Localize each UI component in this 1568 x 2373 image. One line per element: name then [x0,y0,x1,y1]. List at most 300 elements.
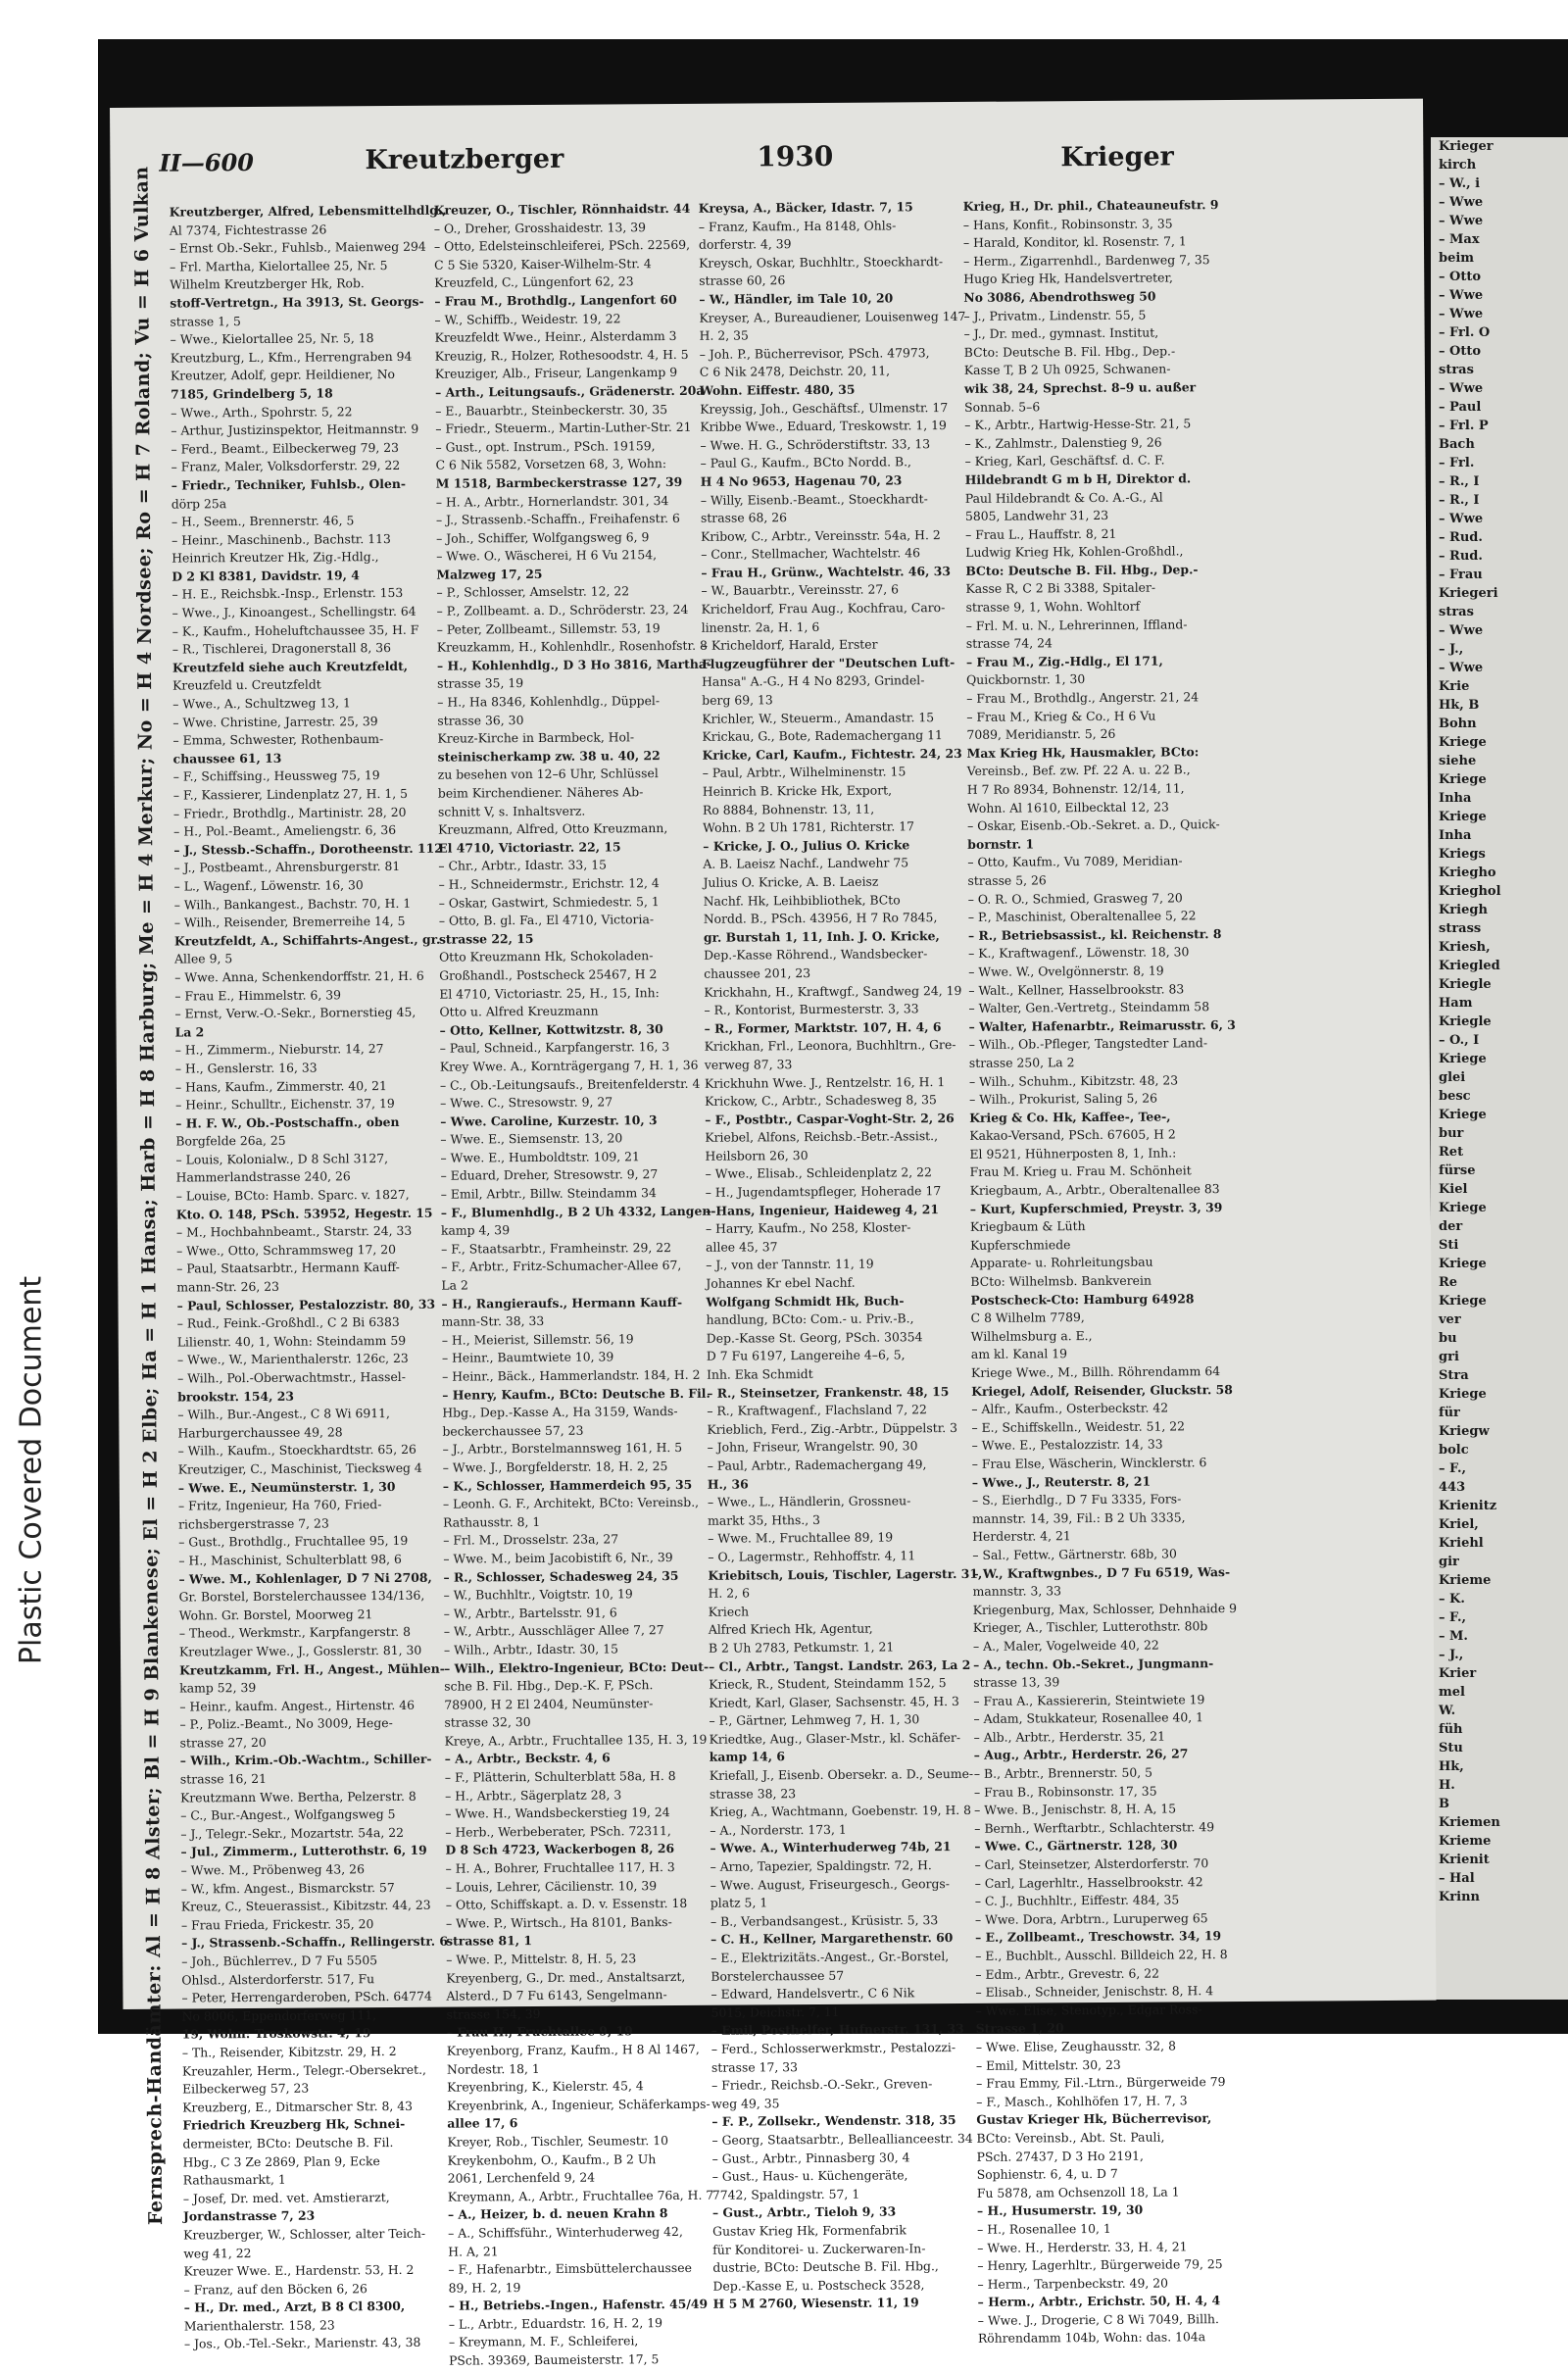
directory-entry-line: – Franz, Maler, Volksdorferstr. 29, 22 [171,458,401,474]
next-page-fragment: bur [1439,1126,1464,1141]
directory-entry-line: – Cl., Arbtr., Tangst. Landstr. 263, La 2 [709,1656,971,1674]
directory-entry-line: Marienthalerstr. 158, 23 [183,2317,335,2334]
directory-entry-line: Kto. O. 148, PSch. 53952, Hegestr. 15 [175,1205,433,1222]
directory-entry-line: – Wwe., Elisab., Schleidenplatz 2, 22 [705,1164,932,1182]
next-page-fragment: Kriegle [1439,977,1492,992]
directory-entry-line: Kreysa, A., Bäcker, Idastr. 7, 15 [698,199,913,216]
directory-entry-line: – H., Schneidermstr., Erichstr. 12, 4 [438,875,660,892]
directory-entry-line: – P., Poliz.-Beamt., No 3009, Hege- [179,1715,393,1732]
directory-entry-line: – Willy, Eisenb.-Beamt., Stoeckhardt- [700,490,928,508]
next-page-fragment: bolc [1439,1443,1469,1458]
directory-entry-line: – W., Buchhltr., Voigtstr. 10, 19 [443,1586,633,1603]
directory-entry-line: – Otto, Kaufm., Vu 7089, Meridian- [967,853,1183,870]
directory-entry-line: – Frl. M., Drosselstr. 23a, 27 [443,1531,619,1549]
directory-entry-line: Kreutzlager Wwe., J., Gosslerstr. 81, 30 [178,1642,422,1659]
page-header [159,136,1315,185]
directory-entry-line: – Emil, Mittelstr. 30, 23 [975,2056,1121,2073]
directory-entry-line: BCto: Deutsche B. Fil. Hbg., Dep.- [963,343,1176,360]
directory-entry-line: – W., Händler, im Tale 10, 20 [699,290,894,307]
next-page-edge [1431,137,1568,2000]
next-page-fragment: Kriege [1439,1257,1487,1271]
directory-entry-line: – W., Kraftwgnbes., D 7 Fu 6519, Was- [972,1563,1231,1581]
directory-entry-line: – Arno, Tapezier, Spaldingstr. 72, H. [710,1857,932,1874]
directory-entry-line: Paul Hildebrandt & Co. A.-G., Al [964,489,1163,506]
directory-entry-line: – Ferd., Schlosserwerkmstr., Pestalozzi- [710,2039,956,2056]
directory-entry-line: 5015, Deichstr. 7, 11 [710,2003,840,2020]
next-page-fragment: – Rud. [1439,549,1483,564]
directory-entry-line: – Wwe. J., Borgfelderstr. 18, H. 2, 25 [442,1458,668,1475]
directory-entry-line: – P., Zollbeamt. a. D., Schröderstr. 23, 24 [436,601,689,618]
next-page-fragment: Bach [1439,437,1475,452]
directory-entry-line: Heinrich Kreutzer Hk, Zig.-Hdlg., [172,549,379,566]
next-page-fragment: gir [1439,1555,1459,1569]
directory-entry-line: Rathausmarkt, 1 [182,2171,286,2188]
directory-entry-line: La 2 [441,1277,468,1293]
directory-entry-line: – Wwe. Elise, Stenotyp., Edgar Ross- [975,2002,1202,2018]
directory-entry-line: Kreutzkamm, Frl. H., Angest., Mühlen- [179,1660,445,1678]
directory-entry-line: – Frau M., Brothdlg., Langenfort 60 [434,291,677,309]
next-page-fragment: glei [1439,1070,1466,1085]
directory-entry-line: – C., Ob.-Leitungsaufs., Breitenfelderstr. 4 [439,1075,701,1093]
next-page-fragment: Stu [1439,1741,1463,1755]
next-page-fragment: Kriesh, [1439,940,1491,955]
directory-entry-line: – H. F. W., Ob.-Postschaffn., oben [175,1113,400,1131]
directory-entry-line: Kreuz, C., Steuerassist., Kibitzstr. 44, 23 [180,1897,431,1914]
directory-entry-line: – Wilh., Schuhm., Kibitzstr. 48, 23 [968,1071,1179,1089]
directory-entry-line: – R., Kraftwagenf., Flachsland 7, 22 [707,1402,927,1418]
directory-entry-line: Wohn. B 2 Uh 1781, Richterstr. 17 [703,818,915,835]
directory-entry-line: Krieck, R., Student, Steindamm 152, 5 [709,1675,947,1692]
directory-entry-line: – J., Dr. med., gymnast. Institut, [963,324,1159,342]
directory-entry-line: Kreymann, A., Arbtr., Fruchtallee 76a, H. 7 [447,2187,714,2204]
directory-entry-line: Krickhahn, H., Kraftwgf., Sandweg 24, 19 [704,982,962,1000]
directory-entry-line: D 8 Sch 4723, Wackerbogen 8, 26 [445,1841,675,1858]
directory-entry-line: H. 2, 35 [699,327,749,343]
next-page-fragment: Kriemen [1439,1815,1500,1830]
directory-entry-line: strasse 38, 23 [709,1785,797,1802]
directory-entry-line: Kreuzer Wwe. E., Hardenstr. 53, H. 2 [183,2261,415,2279]
directory-entry-line: – Wwe. P., Mittelstr. 8, H. 5, 23 [446,1951,637,1967]
directory-entry-line: – Wwe., Otto, Schrammsweg 17, 20 [176,1241,397,1259]
directory-entry-line: – Peter, Zollbeamt., Sillemstr. 53, 19 [436,619,661,637]
directory-entry-line: – Wilh., Arbtr., Idastr. 30, 15 [443,1641,618,1657]
next-page-fragment: – Frau [1439,568,1483,582]
directory-entry-line: – F., Hafenarbtr., Eimsbüttelerchaussee [448,2260,692,2277]
directory-entry-line: kamp 52, 39 [179,1680,257,1696]
directory-entry-line: – Oskar, Gastwirt, Schmiedestr. 5, 1 [438,893,660,911]
next-page-fragment: H. [1439,1778,1455,1793]
directory-entry-line: – H., Rosenallee 10, 1 [977,2220,1111,2237]
directory-entry-line: Dep.-Kasse St. Georg, PSch. 30354 [706,1329,923,1346]
directory-entry-line: Krickhan, Frl., Leonora, Buchhltrn., Gre- [704,1037,956,1055]
directory-entry-line: H., 36 [707,1476,749,1492]
directory-entry-line: stoff-Vertretgn., Ha 3913, St. Georgs- [170,293,424,311]
directory-entry-line: Al 7374, Fichtestrasse 26 [169,222,327,238]
directory-entry-line: D 2 Kl 8381, Davidstr. 19, 4 [172,568,360,584]
directory-entry-line: – Rud., Feink.-Großhdl., C 2 Bi 6383 [176,1314,400,1331]
directory-entry-line: – Josef, Dr. med. vet. Amstierarzt, [182,2189,390,2206]
directory-entry-line: – Walter, Gen.-Vertretg., Steindamm 58 [968,999,1210,1016]
directory-entry-line: Alfred Kriech Hk, Agentur, [708,1620,873,1638]
directory-entry-line: C 6 Nik 5582, Vorsetzen 68, 3, Wohn: [435,456,667,472]
next-page-fragment: Kriege [1439,1294,1487,1309]
directory-entry-line: – H., Arbtr., Sägerplatz 28, 3 [444,1787,622,1804]
next-page-fragment: stras [1439,363,1474,377]
directory-entry-line: – H. E., Reichsbk.-Insp., Erlenstr. 153 [172,585,404,603]
directory-entry-line: – Gust., opt. Instrum., PSch. 19159, [435,437,656,455]
directory-entry-line: – F., Kassierer, Lindenplatz 27, H. 1, 5 [172,785,409,803]
directory-entry-line: dörp 25a [171,495,227,512]
directory-entry-line: C 6 Nik 2478, Deichstr. 20, 11, [699,363,891,380]
directory-entry-line: – Frau Frieda, Frickestr. 35, 20 [180,1915,374,1933]
directory-entry-line: – Franz, auf den Böcken 6, 26 [183,2280,368,2298]
directory-entry-line: – Wwe. W., Ovelgönnerstr. 8, 19 [968,963,1164,979]
directory-entry-line: – C. H., Kellner, Margarethenstr. 60 [710,1930,954,1948]
directory-entry-line: Wohn. Gr. Borstel, Moorweg 21 [178,1606,373,1623]
directory-entry-line: – Kricke, J. O., Julius O. Kricke [703,837,910,854]
directory-entry-line: Kreyenborg, Franz, Kaufm., H 8 Al 1467, [446,2041,700,2058]
next-page-fragment: – Hal [1439,1871,1475,1886]
directory-entry-line: – A., Norderstr. 173, 1 [710,1821,847,1838]
directory-entry-line: – O. R. O., Schmied, Grasweg 7, 20 [967,889,1183,907]
directory-entry-line: – Frau E., Himmelstr. 6, 39 [174,986,342,1004]
directory-entry-line: – Leonh. G. F., Architekt, BCto: Vereinsb., [442,1494,700,1511]
directory-entry-line: – Paul, Staatsarbtr., Hermann Kauff- [176,1260,400,1276]
next-page-fragment: – O., I [1439,1033,1480,1048]
directory-entry-line: – A., Maler, Vogelweide 40, 22 [972,1637,1159,1654]
directory-entry-line: Wolfgang Schmidt Hk, Buch- [706,1292,905,1310]
directory-entry-line: – H., Zimmerm., Nieburstr. 14, 27 [174,1041,384,1058]
directory-entry-line: – W., kfm. Angest., Bismarckstr. 57 [180,1879,395,1897]
directory-entry-line: Kriege Wwe., M., Billh. Röhrendamm 64 [970,1363,1221,1380]
directory-entry-line: Kreuzberger, W., Schlosser, alter Teich- [183,2225,426,2243]
directory-entry-line: D 7 Fu 6197, Langereihe 4–6, 5, [706,1347,906,1364]
directory-entry-line: Kreuz-Kirche in Barmbeck, Hol- [437,729,635,746]
directory-entry-line: – Chr., Arbtr., Idastr. 33, 15 [438,857,607,874]
next-page-fragment: kirch [1439,158,1477,173]
directory-entry-line: Harburgerchaussee 49, 28 [177,1424,343,1441]
directory-entry-line: – H. A., Bohrer, Fruchtallee 117, H. 3 [445,1859,675,1876]
directory-entry-line: – Paul G., Kaufm., BCto Nordd. B., [700,454,911,471]
next-page-fragment: – K. [1439,1592,1465,1607]
directory-entry-line: Hbg., C 3 Ze 2869, Plan 9, Ecke [182,2152,380,2170]
directory-entry-line: Kriegenburg, Max, Schlosser, Dehnhaide 9 [972,1600,1238,1617]
next-page-fragment: W. [1439,1704,1456,1718]
directory-entry-line: – B., Arbtr., Brennerstr. 50, 5 [973,1764,1153,1781]
directory-entry-line: – Frau H., Fruchtallee 9, 19 [446,2023,633,2041]
directory-entry-line: – J., Postbeamt., Ahrensburgerstr. 81 [173,859,401,875]
directory-entry-line: – W., Bauarbtr., Vereinsstr. 27, 6 [701,581,900,599]
directory-entry-line: – J., Arbtr., Borstelmannsweg 161, H. 5 [442,1440,683,1458]
directory-entry-line: – Wwe. M., Pröbenweg 43, 26 [180,1861,365,1878]
directory-entry-line: verweg 87, 33 [704,1057,793,1072]
directory-entry-line: Krieg, H., Dr. phil., Chateauneufstr. 9 [962,197,1219,214]
directory-entry-line: Krieg & Co. Hk, Kaffee-, Tee-, [969,1109,1171,1125]
directory-entry-line: Postscheck-Cto: Hamburg 64928 [970,1290,1195,1308]
directory-entry-line: – Carl, Lagerhltr., Hasselbrookstr. 42 [974,1873,1203,1891]
directory-entry-line: PSch. 39369, Baumeisterstr. 17, 5 [449,2351,660,2368]
directory-entry-line: platz 5, 1 [710,1895,768,1910]
directory-entry-line: – J., Stessb.-Schaffn., Dorotheenstr. 112 [173,840,443,858]
directory-entry-line: Kreyenbrink, A., Ingenieur, Schäferkamps- [447,2096,710,2113]
directory-entry-line: Nordd. B., PSch. 43956, H 7 Ro 7845, [703,910,938,926]
directory-entry-line: Jordanstrasse 7, 23 [182,2207,316,2224]
directory-entry-line: – Otto, Schiffskapt. a. D. v. Essenstr. 18 [445,1896,688,1912]
directory-entry-line: Kriedtke, Aug., Glaser-Mstr., kl. Schäfer- [709,1729,961,1747]
directory-entry-line: El 9521, Hühnerposten 8, 1, Inh.: [969,1145,1177,1162]
next-page-fragment: – R., I [1439,493,1480,508]
directory-entry-line: – Paul, Schneid., Karpfangerstr. 16, 3 [439,1039,670,1056]
next-page-fragment: Kriege [1439,772,1487,787]
directory-entry-line: Eilbeckerweg 57, 23 [182,2080,310,2097]
next-page-fragment: Kriegs [1439,847,1486,862]
directory-entry-line: – K., Kaufm., Hoheluftchaussee 35, H. F [172,621,419,639]
directory-entry-line: Friedrich Kreuzberg Hk, Schnei- [182,2116,406,2133]
next-page-fragment: – R., I [1439,474,1480,489]
directory-entry-line: Kribow, C., Arbtr., Vereinsstr. 54a, H. 2 [701,526,941,544]
directory-entry-line: sche B. Fil. Hbg., Dep.-K. F, PSch. [444,1677,654,1694]
directory-entry-line: Hbg., Dep.-Kasse A., Ha 3159, Wands- [442,1404,678,1420]
directory-entry-line: Nachf. Hk, Leihbibliothek, BCto [703,891,901,909]
directory-entry-line: – E., Elektrizitäts.-Angest., Gr.-Borstel, [710,1949,950,1965]
directory-entry-line: richsbergerstrasse 7, 23 [178,1515,329,1532]
directory-entry-line: – Henry, Lagerhltr., Bürgerweide 79, 25 [977,2256,1223,2273]
directory-entry-line: Kreuzfeldt Wwe., Heinr., Alsterdamm 3 [434,328,677,345]
directory-entry-line: – K., Arbtr., Hartwig-Hesse-Str. 21, 5 [964,416,1192,433]
directory-entry-line: – B., Verbandsangest., Krüsistr. 5, 33 [710,1911,939,1929]
directory-entry-line: strasse 81, 1 [446,1933,533,1950]
directory-entry-line: Inh. Eka Schmidt [706,1366,813,1382]
directory-entry-line: – Emma, Schwester, Rothenbaum- [172,731,384,748]
next-page-fragment: siehe [1439,754,1477,768]
directory-entry-line: dorferstr. 4, 39 [698,236,792,252]
directory-entry-line: – L., Wagenf., Löwenstr. 16, 30 [173,877,364,894]
directory-entry-line: – Th., Reisender, Kibitzstr. 29, H. 2 [181,2043,397,2060]
directory-entry-line: El 4710, Victoriastr. 22, 15 [438,839,621,856]
directory-entry-line: – Wwe. M., Kohlenlager, D 7 Ni 2708, [178,1569,432,1587]
directory-entry-line: strasse 60, 26 [699,272,786,289]
next-page-fragment: 443 [1439,1480,1466,1495]
directory-entry-line: – Louis, Kolonialw., D 8 Schl 3127, [175,1150,389,1167]
directory-entry-line: – R., Kontorist, Burmesterstr. 3, 33 [704,1001,919,1017]
directory-entry-line: Kreutzer, Adolf, gepr. Heildiener, No [170,367,396,383]
directory-entry-line: – Kurt, Kupferschmied, Preystr. 3, 39 [969,1199,1223,1216]
directory-entry-line: H 4 No 9653, Hagenau 70, 23 [700,472,903,489]
directory-entry-line: kamp 4, 39 [440,1222,511,1238]
directory-entry-line: – F., Postbtr., Caspar-Voght-Str. 2, 26 [705,1110,955,1127]
directory-entry-line: – Jul., Zimmerm., Lutterothstr. 6, 19 [180,1843,427,1859]
directory-entry-line: – Louis, Lehrer, Cäcilienstr. 10, 39 [445,1877,658,1895]
directory-entry-line: – Peter, Herrengarderoben, PSch. 64774 [181,1988,432,2005]
directory-entry-line: – Frau M., Krieg & Co., H 6 Vu [966,708,1156,724]
next-page-fragment: Kriegled [1439,959,1500,973]
directory-entry-line: – R., Former, Marktstr. 107, H. 4, 6 [704,1018,942,1036]
directory-entry-line: – Heinr., Bäck., Hammerlandstr. 184, H. 2 [441,1366,701,1384]
next-page-lines [1431,137,1568,1906]
next-page-fragment: für [1439,1406,1460,1420]
next-page-fragment: – Wwe [1439,195,1484,210]
next-page-fragment: – Wwe [1439,661,1484,675]
directory-entry-line: 7742, Spaldingstr. 57, 1 [711,2186,860,2202]
telephone-exchange-legend-text: Fernsprech-Handämter: Al = H 8 Alster; Bl = H 9 Blankenese; El = H 2 Elbe; Ha = H 1 Hansa; Harb = H 8 Harburg; Me = H 4 Merkur; No = H 4 Nordsee; Ro = H 7 Roland; Vu = H 6 Vulkan [130,166,168,2226]
column-4 [962,196,1238,2347]
next-page-fragment: gri [1439,1350,1459,1364]
directory-entry-line: – Edward, Handelsvertr., C 6 Nik [710,1985,915,2002]
directory-entry-line: H. A, 21 [448,2243,499,2259]
directory-entry-line: handlung, BCto: Com.- u. Priv.-B., [706,1310,914,1327]
next-page-fragment: Krie [1439,679,1470,694]
next-page-fragment: Kriegho [1439,865,1496,880]
directory-entry-line: – S., Eierhdlg., D 7 Fu 3335, Fors- [971,1491,1182,1508]
next-page-fragment: Kriege [1439,1108,1487,1122]
directory-entry-line: strasse 5, 26 [967,872,1047,888]
directory-entry-line: brookstr. 154, 23 [177,1388,294,1405]
directory-entry-line: B 2 Uh 2783, Petkumstr. 1, 21 [708,1639,895,1656]
directory-entry-line: 2061, Lerchenfeld 9, 24 [447,2169,596,2186]
next-page-fragment: – Otto [1439,270,1482,284]
directory-entry-line: Kriefall, J., Eisenb. Obersekr. a. D., Seume- [709,1765,974,1783]
directory-entry-line: – Herm., Arbtr., Erichstr. 50, H. 4, 4 [977,2293,1221,2310]
directory-entry-line: strasse 154, 39 [446,2005,541,2022]
directory-entry-line: – R., Schlosser, Schadesweg 24, 35 [443,1567,679,1585]
directory-entry-line: Lilienstr. 40, 1, Wohn: Steindamm 59 [176,1332,407,1350]
next-page-fragment: Inha [1439,828,1472,843]
directory-entry-line: Kreyssig, Joh., Geschäftsf., Ulmenstr. 17 [700,399,949,417]
column-2 [433,200,716,2368]
directory-entry-line: – Ferd., Beamt., Eilbeckerweg 79, 23 [171,439,400,457]
directory-entry-line: Heilsborn 26, 30 [705,1147,808,1163]
directory-entry-line: – E., Bauarbtr., Steinbeckerstr. 30, 35 [435,401,668,419]
directory-entry-line: Frau M. Krieg u. Frau M. Schönheit [969,1162,1192,1180]
next-page-fragment: – Rud. [1439,530,1483,545]
next-page-fragment: – M. [1439,1629,1468,1644]
directory-entry-line: Borstelerchaussee 57 [710,1967,845,1984]
directory-entry-line: – Wwe., A., Schultzweg 13, 1 [172,695,351,712]
next-page-fragment: Kriegeri [1439,586,1498,601]
directory-entry-line: – H., Meierist, Sillemstr. 56, 19 [441,1331,634,1348]
directory-entry-line: strasse 68, 26 [700,510,788,525]
next-page-fragment: – Paul [1439,400,1482,415]
directory-entry-line: Strasse 1, 20 [975,2020,1064,2037]
directory-entry-line: Kreyenberg, G., Dr. med., Anstaltsarzt, [446,1968,686,1986]
directory-entry-line: – J., Telegr.-Sekr., Mozartstr. 54a, 22 [180,1824,405,1842]
directory-entry-line: Dep.-Kasse Röhrend., Wandsbecker- [703,946,928,964]
directory-entry-line: – A., Schiffsführ., Winterhuderweg 42, [448,2223,683,2241]
directory-entry-line: berg 69, 13 [702,692,773,708]
directory-entry-line: – Gust., Brothdlg., Fruchtallee 95, 19 [178,1533,409,1550]
directory-entry-line: – Wwe., J., Reuterstr. 8, 21 [971,1473,1152,1490]
directory-entry-line: – Wwe. Dora, Arbtrn., Luruperweg 65 [974,1910,1208,1927]
directory-entry-line: – Heinr., Schulltr., Eichenstr. 37, 19 [175,1096,395,1112]
directory-entry-line: – Wilh., Bur.-Angest., C 8 Wi 6911, [177,1406,390,1422]
next-page-fragment: – Frl. O [1439,325,1491,340]
directory-entry-line: – Wwe. A., Winterhuderweg 74b, 21 [710,1839,952,1856]
directory-entry-line: Kasse R, C 2 Bi 3388, Spitaler- [965,580,1156,597]
next-page-fragment: besc [1439,1089,1471,1104]
next-page-fragment: Re [1439,1275,1458,1290]
directory-entry-line: – Frau B., Robinsonstr. 17, 35 [973,1783,1157,1800]
directory-entry-line: Kreutzberger, Alfred, Lebensmittelhdlg., [169,202,447,220]
directory-entry-line: – Sal., Fettw., Gärtnerstr. 68b, 30 [972,1546,1177,1562]
next-page-fragment: B [1439,1797,1449,1811]
directory-entry-line: Kreuzfeld u. Creutzfeldt [172,676,321,694]
directory-entry-line: – Wwe. Anna, Schenkendorffstr. 21, H. 6 [174,967,424,985]
directory-entry-line: – Paul, Arbtr., Wilhelminenstr. 15 [702,764,906,781]
directory-entry-line: Heinrich B. Kricke Hk, Export, [702,782,893,799]
telephone-exchange-legend [121,166,177,2226]
directory-entry-line: – Wwe. M., Fruchtallee 89, 19 [708,1529,894,1547]
next-page-fragment: – Wwe [1439,512,1484,526]
directory-entry-line: – H., Husumerstr. 19, 30 [976,2202,1144,2219]
directory-entry-line: Kriedt, Karl, Glaser, Sachsenstr. 45, H. 3 [709,1693,959,1710]
directory-entry-line: kamp 14, 6 [709,1749,786,1765]
next-page-fragment: Inha [1439,791,1472,806]
directory-entry-line: Hugo Krieg Hk, Handelsvertreter, [963,270,1174,287]
directory-entry-line: – R., Betriebsassist., kl. Reichenstr. 8 [967,925,1222,943]
next-page-fragment: – F., [1439,1461,1466,1476]
directory-entry-line: – J., Privatm., Lindenstr. 55, 5 [963,307,1147,323]
directory-entry-line: – Wwe. August, Friseurgesch., Georgs- [710,1875,950,1893]
directory-entry-line: – Frau H., Grünw., Wachtelstr. 46, 33 [701,563,952,580]
next-page-fragment: strass [1439,921,1482,936]
directory-entry-line: – Oskar, Eisenb.-Ob.-Sekret. a. D., Quick- [967,816,1220,834]
directory-entry-line: bornstr. 1 [967,836,1035,852]
directory-entry-line: – Kricheldorf, Harald, Erster [701,636,878,654]
directory-entry-line: – Heinr., Baumtwiete 10, 39 [441,1349,614,1366]
directory-entry-line: – M., Hochbahnbeamt., Starstr. 24, 33 [175,1223,413,1240]
directory-entry-line: – Herm., Zigarrenhdl., Bardenweg 7, 35 [963,251,1210,269]
directory-entry-line: – Wwe., W., Marienthalerstr. 126c, 23 [176,1351,409,1367]
directory-entry-line: – Gust., Arbtr., Tieloh 9, 33 [711,2203,897,2221]
directory-entry-line: – F., Blumenhdlg., B 2 Uh 4332, Langen- [440,1203,716,1220]
directory-entry-line: 5805, Landwehr 31, 23 [964,507,1109,524]
directory-entry-line: Kreuzer, O., Tischler, Rönnhaidstr. 44 [433,200,691,218]
directory-entry-line: – Hans, Konfit., Robinsonstr. 3, 35 [962,216,1173,232]
directory-entry-line: – Wwe. H. G., Schröderstiftstr. 33, 13 [700,435,931,453]
directory-entry-line: mannstr. 3, 33 [972,1583,1062,1600]
directory-entry-line: – Wilh., Reisender, Bremerreihe 14, 5 [173,914,406,930]
directory-entry-line: strasse 250, La 2 [968,1055,1075,1070]
directory-entry-line: Kriegbaum, A., Arbtr., Oberaltenallee 83 [969,1181,1220,1198]
directory-entry-line: – Wilh., Prokurist, Saling 5, 26 [969,1090,1158,1107]
directory-entry-line: Kriebitsch, Louis, Tischler, Lagerstr. 31, [708,1565,983,1583]
directory-entry-line: – H., Dr. med., Arzt, B 8 Cl 8300, [183,2299,406,2315]
directory-entry-line: Krieger, A., Tischler, Lutterothstr. 80b [972,1618,1208,1636]
directory-entry-line: strasse 17, 33 [710,2058,799,2075]
directory-entry-line: Wohn. Al 1610, Eilbecktal 12, 23 [966,799,1169,816]
directory-entry-line: – Frau Emmy, Fil.-Ltrn., Bürgerweide 79 [976,2074,1226,2092]
directory-entry-line: Hammerlandstrasse 240, 26 [175,1168,351,1186]
directory-entry-line: Kreuzberg, E., Ditmarscher Str. 8, 43 [182,2098,414,2115]
next-page-fragment: – Wwe [1439,214,1484,228]
directory-entry-line: – Wilh., Ob.-Pfleger, Tangstedter Land- [968,1035,1208,1053]
directory-entry-line: – Frau M., Zig.-Hdlg., El 171, [965,653,1163,669]
directory-entry-line: – P., Schlosser, Amselstr. 12, 22 [436,583,630,601]
directory-entry-line: für Konditorei- u. Zuckerwaren-In- [712,2240,926,2257]
directory-entry-line: – John, Friseur, Wrangelstr. 90, 30 [707,1438,918,1456]
directory-entry-line: – Joh., Schiffer, Wolfgangsweg 6, 9 [436,528,650,546]
directory-entry-line: Quickbornstr. 1, 30 [966,671,1086,688]
directory-entry-line: strasse 32, 30 [444,1714,531,1730]
directory-entry-line: – Hans, Ingenieur, Haideweg 4, 21 [705,1201,939,1218]
directory-entry-line: – Alfr., Kaufm., Osterbeckstr. 42 [971,1400,1169,1417]
next-page-fragment: Kriehl [1439,1536,1484,1551]
directory-entry-line: strasse 36, 30 [437,712,524,728]
directory-entry-line: Krickau, G., Bote, Rademachergang 11 [702,727,943,745]
directory-entry-line: – Harald, Konditor, kl. Rosenstr. 7, 1 [962,233,1187,251]
directory-entry-line: – Wilh., Elektro-Ingenieur, BCto: Deut- [444,1658,710,1676]
directory-entry-line: – Gust., Haus- u. Küchengeräte, [711,2167,908,2184]
